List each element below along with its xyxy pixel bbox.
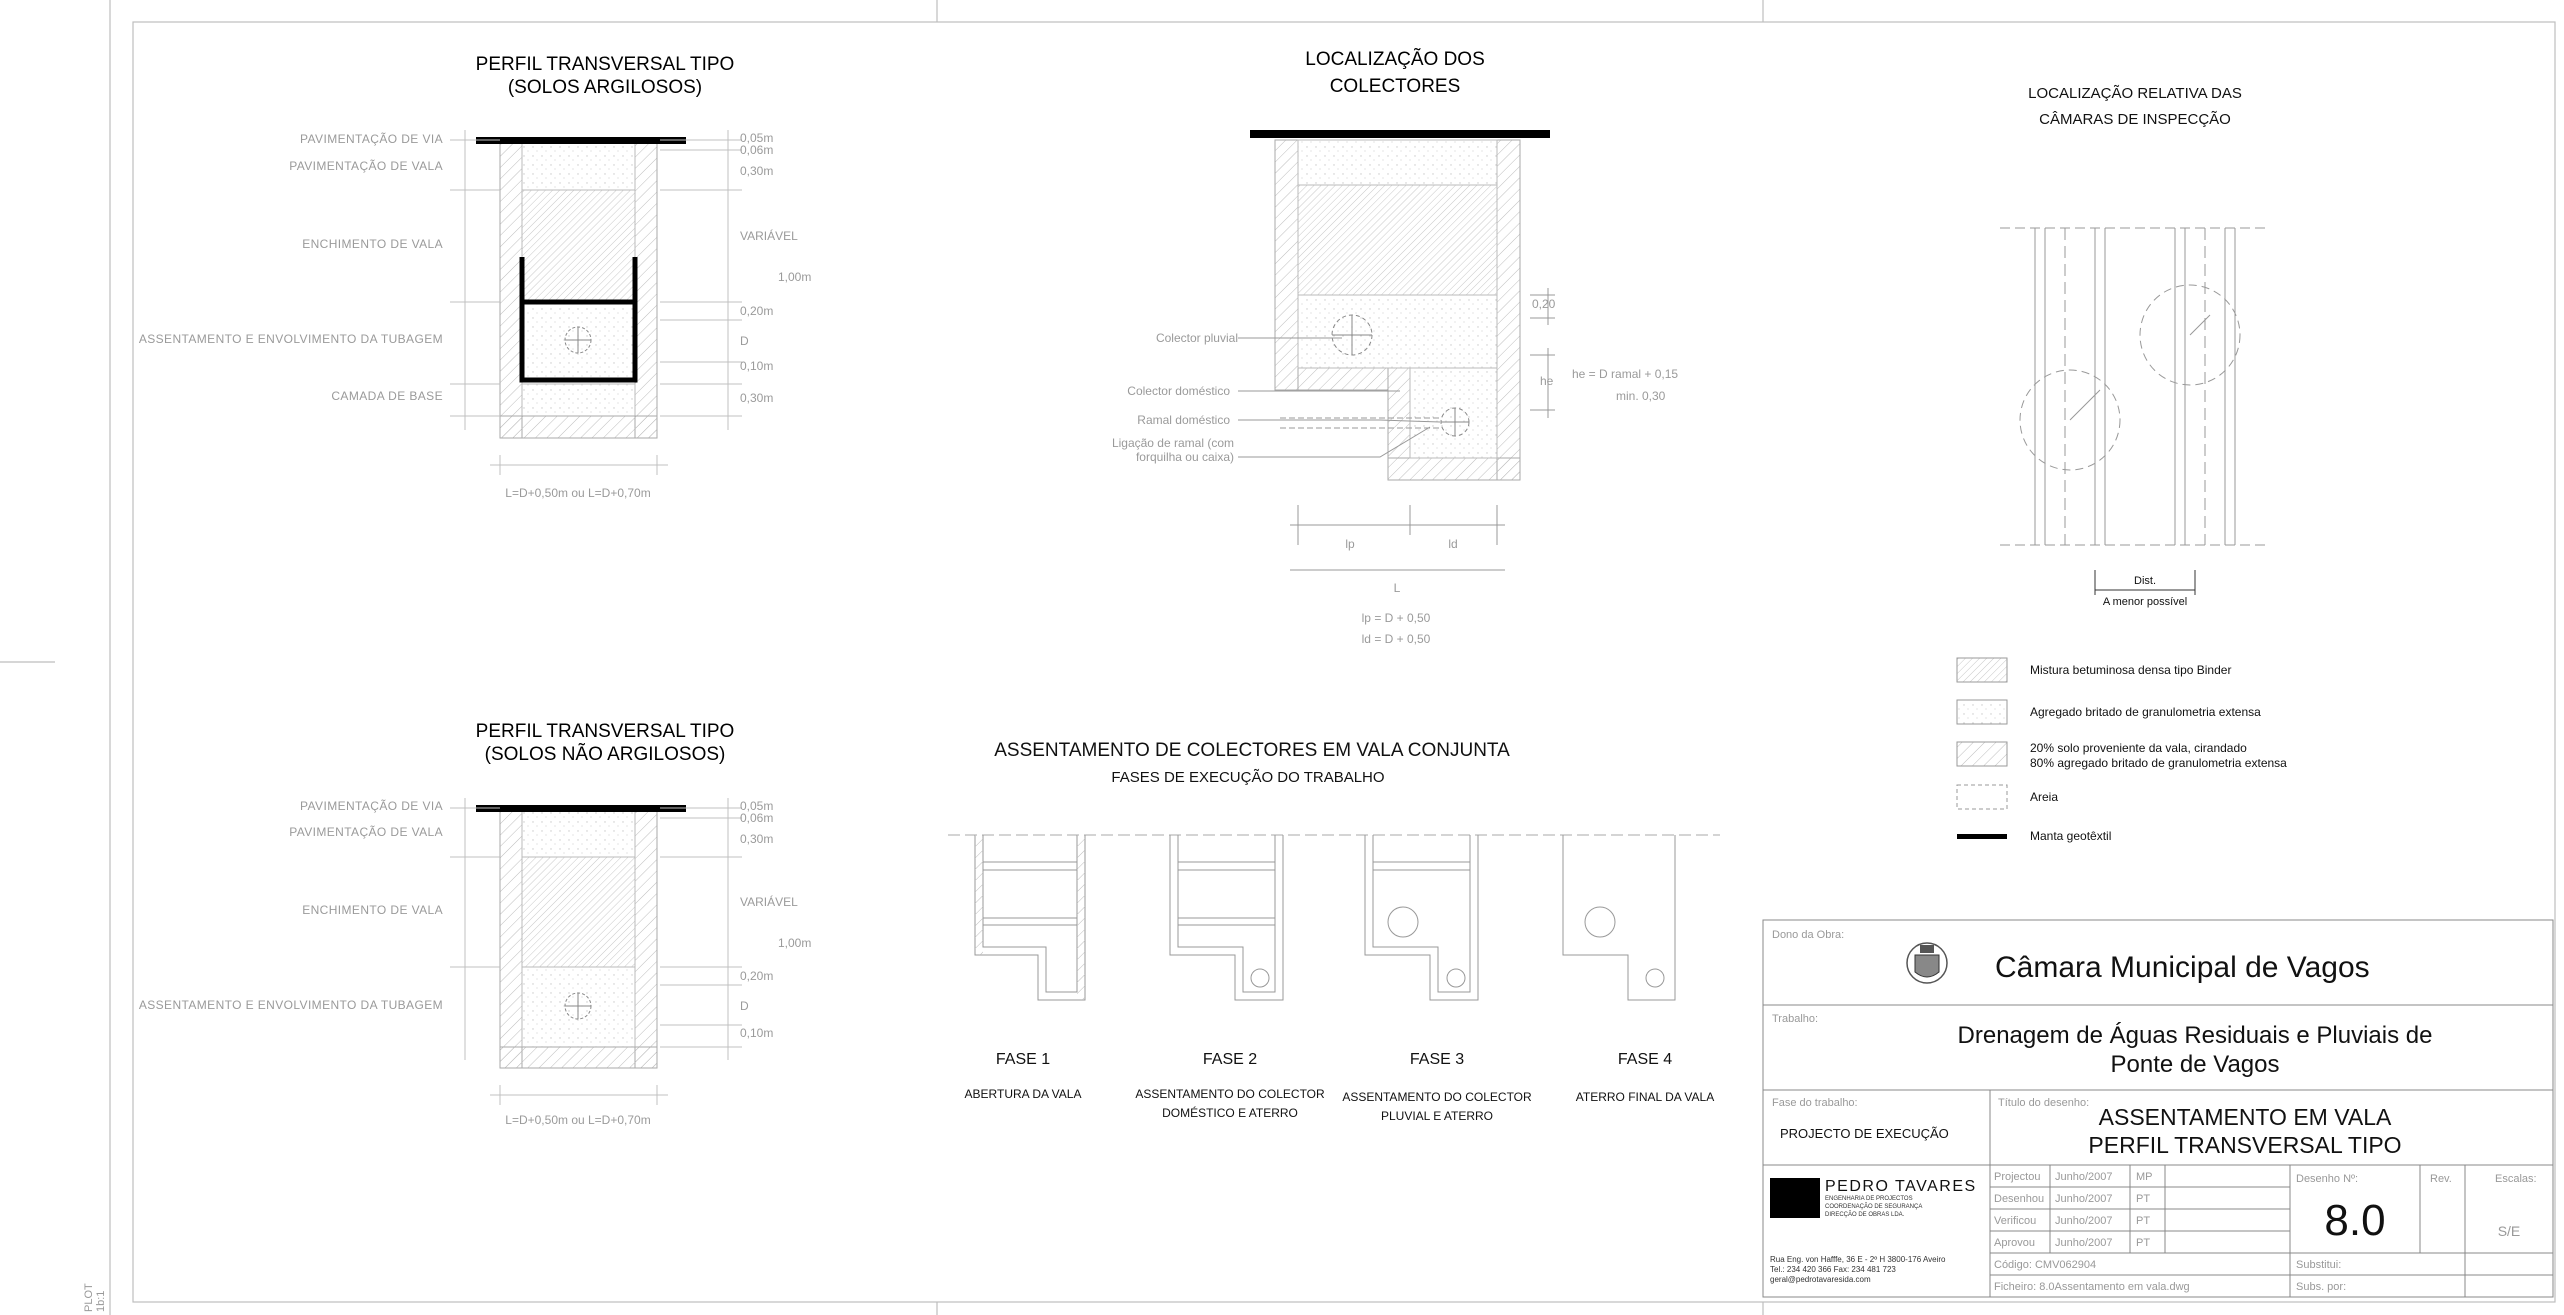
firm-name: PEDRO TAVARES	[1825, 1178, 1977, 1195]
firm-address-3: geral@pedrotavaresida.com	[1770, 1275, 1871, 1284]
work-line-1: Drenagem de Águas Residuais e Pluviais de	[1957, 1022, 2433, 1049]
legend	[1957, 658, 2287, 843]
profile-top-width-note: L=D+0,50m ou L=D+0,70m	[505, 486, 651, 500]
location-L: L	[1393, 581, 1401, 595]
firm-line-1: ENGENHARIA DE PROJECTOS	[1825, 1196, 1913, 1202]
row-2-role: Desenhou	[1994, 1193, 2045, 1205]
row-2-who: PT	[2136, 1193, 2151, 1205]
row-4-date: Junho/2007	[2055, 1237, 2113, 1249]
legend-label-1: Mistura betuminosa densa tipo Binder	[2030, 663, 2232, 677]
drawing-title-2: PERFIL TRANSVERSAL TIPO	[2088, 1132, 2402, 1158]
profile-top-title-2: (SOLOS ARGILOSOS)	[507, 77, 703, 98]
profile-bottom-width-note: L=D+0,50m ou L=D+0,70m	[505, 1113, 651, 1127]
legend-label-3b: 80% agregado britado de granulometria extensa	[2030, 756, 2287, 770]
row-4-who: PT	[2136, 1237, 2151, 1249]
profile-bottom-label-1: PAVIMENTAÇÃO DE VIA	[300, 799, 443, 813]
relative-title-2: CÂMARAS DE INSPECÇÃO	[2039, 111, 2231, 128]
legend-swatch-sand	[1957, 785, 2007, 809]
road-pavement-bottom	[476, 805, 686, 812]
row-1-role: Projectou	[1994, 1171, 2041, 1183]
phase-1-sketch	[975, 835, 1085, 1000]
location-eq-2: ld = D + 0,50	[1361, 632, 1431, 646]
profile-bottom-label-2: PAVIMENTAÇÃO DE VALA	[289, 825, 443, 839]
phase-4-sketch	[1563, 835, 1675, 1000]
location-lp: lp	[1345, 537, 1355, 551]
location-label-connection-1: Ligação de ramal (com	[1111, 436, 1234, 450]
profile-top-dim-2: 0,06m	[740, 143, 774, 157]
location-ld: ld	[1448, 537, 1458, 551]
drawing-title-1: ASSENTAMENTO EM VALA	[2098, 1104, 2392, 1130]
profile-bottom-dim-2: 0,06m	[740, 811, 774, 825]
row-1-date: Junho/2007	[2055, 1171, 2113, 1183]
phase-2-name: FASE 2	[1202, 1051, 1258, 1068]
firm-logo	[1770, 1178, 1820, 1218]
relative-dist-note: A menor possível	[2102, 596, 2188, 608]
row-2-date: Junho/2007	[2055, 1193, 2113, 1205]
profile-top-dim-1: 0,05m	[740, 131, 774, 145]
legend-swatch-mix	[1957, 742, 2007, 766]
profile-top-dim-6: 0,20m	[740, 304, 774, 318]
work-line-2: Ponte de Vagos	[2110, 1051, 2280, 1078]
profile-top-dim-3: 0,30m	[740, 164, 774, 178]
profile-top-dim-4: VARIÁVEL	[740, 229, 798, 243]
location-eq-1: lp = D + 0,50	[1361, 611, 1431, 625]
plot-stamp-2: 1b:1	[95, 1290, 107, 1312]
profile-top-title-1: PERFIL TRANSVERSAL TIPO	[475, 54, 735, 75]
drawing-no-label: Desenho Nº:	[2296, 1173, 2359, 1185]
road-pavement	[476, 137, 686, 144]
location-title-2: COLECTORES	[1329, 76, 1461, 97]
drawing-no: 8.0	[2324, 1196, 2386, 1245]
profile-bottom-dim-5: 1,00m	[778, 936, 812, 950]
location-label-connection-2: forquilha ou caixa)	[1135, 450, 1234, 464]
firm-line-2: COORDENAÇÃO DE SEGURANÇA	[1825, 1204, 1923, 1210]
legend-swatch-aggregate	[1957, 700, 2007, 724]
phases-title: ASSENTAMENTO DE COLECTORES EM VALA CONJUNTA	[994, 740, 1510, 761]
row-3-date: Junho/2007	[2055, 1215, 2113, 1227]
relative-title-1: LOCALIZAÇÃO RELATIVA DAS	[2028, 85, 2242, 102]
phases-subtitle: FASES DE EXECUÇÃO DO TRABALHO	[1111, 769, 1385, 786]
profile-bottom-dim-7: D	[740, 999, 749, 1013]
phase-3-desc-2: PLUVIAL E ATERRO	[1380, 1109, 1494, 1123]
collector-location	[1112, 48, 1678, 646]
location-label-storm: Colector pluvial	[1155, 331, 1238, 345]
phase-2-sketch	[1170, 835, 1283, 1000]
relative-location	[2000, 85, 2270, 608]
row-1-who: MP	[2136, 1171, 2153, 1183]
phases	[948, 740, 1720, 1123]
owner-label: Dono da Obra:	[1772, 929, 1845, 941]
drawing-code: Código: CMV062904	[1994, 1259, 2097, 1271]
profile-bottom-dim-4: VARIÁVEL	[740, 895, 798, 909]
profile-top-label-4: ASSENTAMENTO E ENVOLVIMENTO DA TUBAGEM	[138, 332, 443, 346]
location-formula-2: min. 0,30	[1616, 389, 1666, 403]
phase-4-name: FASE 4	[1617, 1051, 1673, 1068]
legend-swatch-geotextile	[1957, 834, 2007, 839]
phase-value: PROJECTO DE EXECUÇÃO	[1780, 1126, 1949, 1141]
location-formula-1: he = D ramal + 0,15	[1572, 367, 1679, 381]
rev-label: Rev.	[2430, 1173, 2452, 1185]
phase-3-name: FASE 3	[1409, 1051, 1465, 1068]
location-label-domestic: Colector doméstico	[1127, 384, 1230, 398]
profile-top-dim-9: 0,30m	[740, 391, 774, 405]
legend-label-4: Areia	[2030, 790, 2059, 804]
drawing-title-label: Título do desenho:	[1998, 1097, 2090, 1109]
phase-3-sketch	[1365, 835, 1478, 1000]
phase-1-desc: ABERTURA DA VALA	[964, 1087, 1082, 1101]
profile-top-label-1: PAVIMENTAÇÃO DE VIA	[300, 132, 443, 146]
scales-label: Escalas:	[2495, 1173, 2537, 1185]
phase-2-desc-2: DOMÉSTICO E ATERRO	[1162, 1106, 1298, 1120]
title-block-text	[1770, 929, 2537, 1293]
location-dim-020: 0,20	[1532, 297, 1556, 311]
profile-bottom-label-3: ENCHIMENTO DE VALA	[302, 903, 443, 917]
substitui-label: Substitui:	[2296, 1259, 2342, 1271]
drawing-file: Ficheiro: 8.0Assentamento em vala.dwg	[1994, 1281, 2190, 1293]
profile-top-dim-7: D	[740, 334, 749, 348]
profile-bottom-dim-1: 0,05m	[740, 799, 774, 813]
firm-line-3: DIRECÇÃO DE OBRAS LDA.	[1825, 1212, 1905, 1218]
profile-top-label-2: PAVIMENTAÇÃO DE VALA	[289, 159, 443, 173]
profile-bottom-dim-3: 0,30m	[740, 832, 774, 846]
road-pavement-location	[1250, 130, 1550, 138]
profile-top-dim-8: 0,10m	[740, 359, 774, 373]
profile-top-label-3: ENCHIMENTO DE VALA	[302, 237, 443, 251]
phase-3-desc-1: ASSENTAMENTO DO COLECTOR	[1342, 1090, 1532, 1104]
profile-top-dim-5: 1,00m	[778, 270, 812, 284]
subs-por-label: Subs. por:	[2296, 1281, 2347, 1293]
location-he: he	[1540, 374, 1554, 388]
profile-bottom-title-1: PERFIL TRANSVERSAL TIPO	[475, 721, 735, 742]
legend-label-2: Agregado britado de granulometria extensa	[2030, 705, 2261, 719]
row-3-who: PT	[2136, 1215, 2151, 1227]
relative-dist: Dist.	[2134, 575, 2156, 587]
plot-stamp-1: PLOT	[83, 1283, 95, 1312]
location-title-1: LOCALIZAÇÃO DOS	[1305, 49, 1485, 70]
profile-top-label-5: CAMADA DE BASE	[331, 389, 443, 403]
plot-stamp	[83, 1283, 107, 1312]
owner-name: Câmara Municipal de Vagos	[1995, 951, 2370, 984]
row-3-role: Verificou	[1994, 1215, 2037, 1227]
profile-non-clay-soil	[139, 721, 812, 1127]
legend-swatch-binder	[1957, 658, 2007, 682]
phase-1-name: FASE 1	[995, 1051, 1051, 1068]
profile-bottom-label-4: ASSENTAMENTO E ENVOLVIMENTO DA TUBAGEM	[138, 998, 443, 1012]
firm-address-1: Rua Eng. von Hafffe, 36 E - 2º H 3800-176 Aveiro	[1770, 1255, 1946, 1264]
firm-address-2: Tel.: 234 420 366 Fax: 234 481 723	[1770, 1265, 1896, 1274]
municipal-crest-icon	[1907, 943, 1947, 983]
profile-clay-soil	[139, 54, 812, 500]
legend-label-3: 20% solo proveniente da vala, cirandado	[2030, 741, 2247, 755]
profile-bottom-title-2: (SOLOS NÃO ARGILOSOS)	[484, 744, 726, 765]
phase-label: Fase do trabalho:	[1772, 1097, 1858, 1109]
phase-2-desc-1: ASSENTAMENTO DO COLECTOR	[1135, 1087, 1325, 1101]
row-4-role: Aprovou	[1994, 1237, 2035, 1249]
profile-bottom-dim-8: 0,10m	[740, 1026, 774, 1040]
scale-value: S/E	[2497, 1223, 2521, 1239]
phase-4-desc: ATERRO FINAL DA VALA	[1575, 1090, 1715, 1104]
location-label-branch: Ramal doméstico	[1137, 413, 1230, 427]
work-label: Trabalho:	[1772, 1013, 1819, 1025]
profile-bottom-dim-6: 0,20m	[740, 969, 774, 983]
legend-label-5: Manta geotêxtil	[2030, 829, 2112, 843]
